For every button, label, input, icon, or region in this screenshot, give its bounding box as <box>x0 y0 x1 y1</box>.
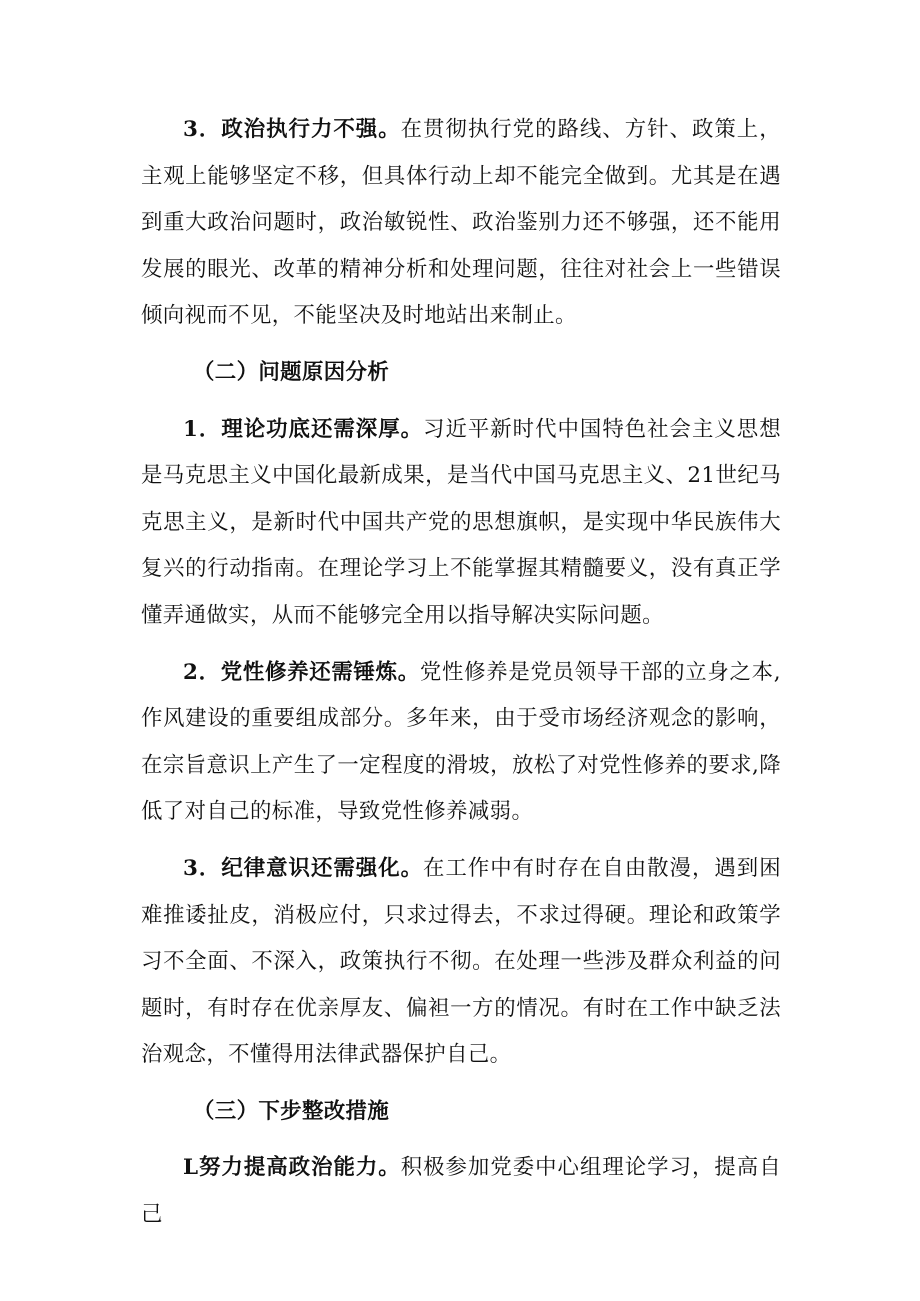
paragraph-discipline <box>141 846 781 1079</box>
paragraph-heading: 2．党性修养还需锤炼。 <box>183 659 420 685</box>
paragraph-text: 习近平新时代中国特色社会主义思想是马克思主义中国化最新成果，是当代中国马克思主义、21世纪马克思主义，是新时代中国共产党的思想旗帜，是实现中华民族伟大复兴的行动指南。在理论学习上不能掌握其精髓要义，没有真正学懂弄通做实，从而不能够完全用以指导解决实际问题。 <box>141 416 781 628</box>
paragraph-heading: 1．理论功底还需深厚。 <box>183 416 424 442</box>
paragraph-party-spirit <box>141 650 781 836</box>
paragraph-heading: 3．政治执行力不强。 <box>183 117 401 142</box>
section-heading-rectification: （三）下步整改措施 <box>193 1098 390 1124</box>
paragraph-heading: L努力提高政治能力。 <box>183 1155 401 1181</box>
section-heading-cause-analysis: （二）问题原因分析 <box>193 359 390 385</box>
paragraph-text: 在贯彻执行党的路线、方针、政策上，主观上能够坚定不移，但具体行动上却不能完全做到。尤其是在遇到重大政治问题时，政治敏锐性、政治鉴别力还不够强，还不能用发展的眼光、改革的精神分析和处理问题，往往对社会上一些错误倾向视而不见，不能坚决及时地站出来制止。 <box>141 117 781 329</box>
document-body <box>141 107 781 1249</box>
paragraph-political-execution <box>141 107 781 340</box>
paragraph-heading: 3．纪律意识还需强化。 <box>183 855 424 881</box>
paragraph-text: 积极参加党委中心组理论学习，提高自己 <box>141 1155 781 1228</box>
paragraph-text: 党性修养是党员领导干部的立身之本,作风建设的重要组成部分。多年来，由于受市场经济观念的影响，在宗旨意识上产生了一定程度的滑坡，放松了对党性修养的要求,降低了对自己的标准，导致党性修养减弱。 <box>141 659 781 825</box>
paragraph-political-ability <box>141 1145 781 1238</box>
paragraph-text: 在工作中有时存在自由散漫，遇到困难推诿扯皮，消极应付，只求过得去，不求过得硬。理论和政策学习不全面、不深入，政策执行不彻。在处理一些涉及群众利益的问题时，有时存在优亲厚友、偏袒一方的情况。有时在工作中缺乏法治观念，不懂得用法律武器保护自己。 <box>141 855 781 1068</box>
paragraph-theory-foundation <box>141 407 781 640</box>
